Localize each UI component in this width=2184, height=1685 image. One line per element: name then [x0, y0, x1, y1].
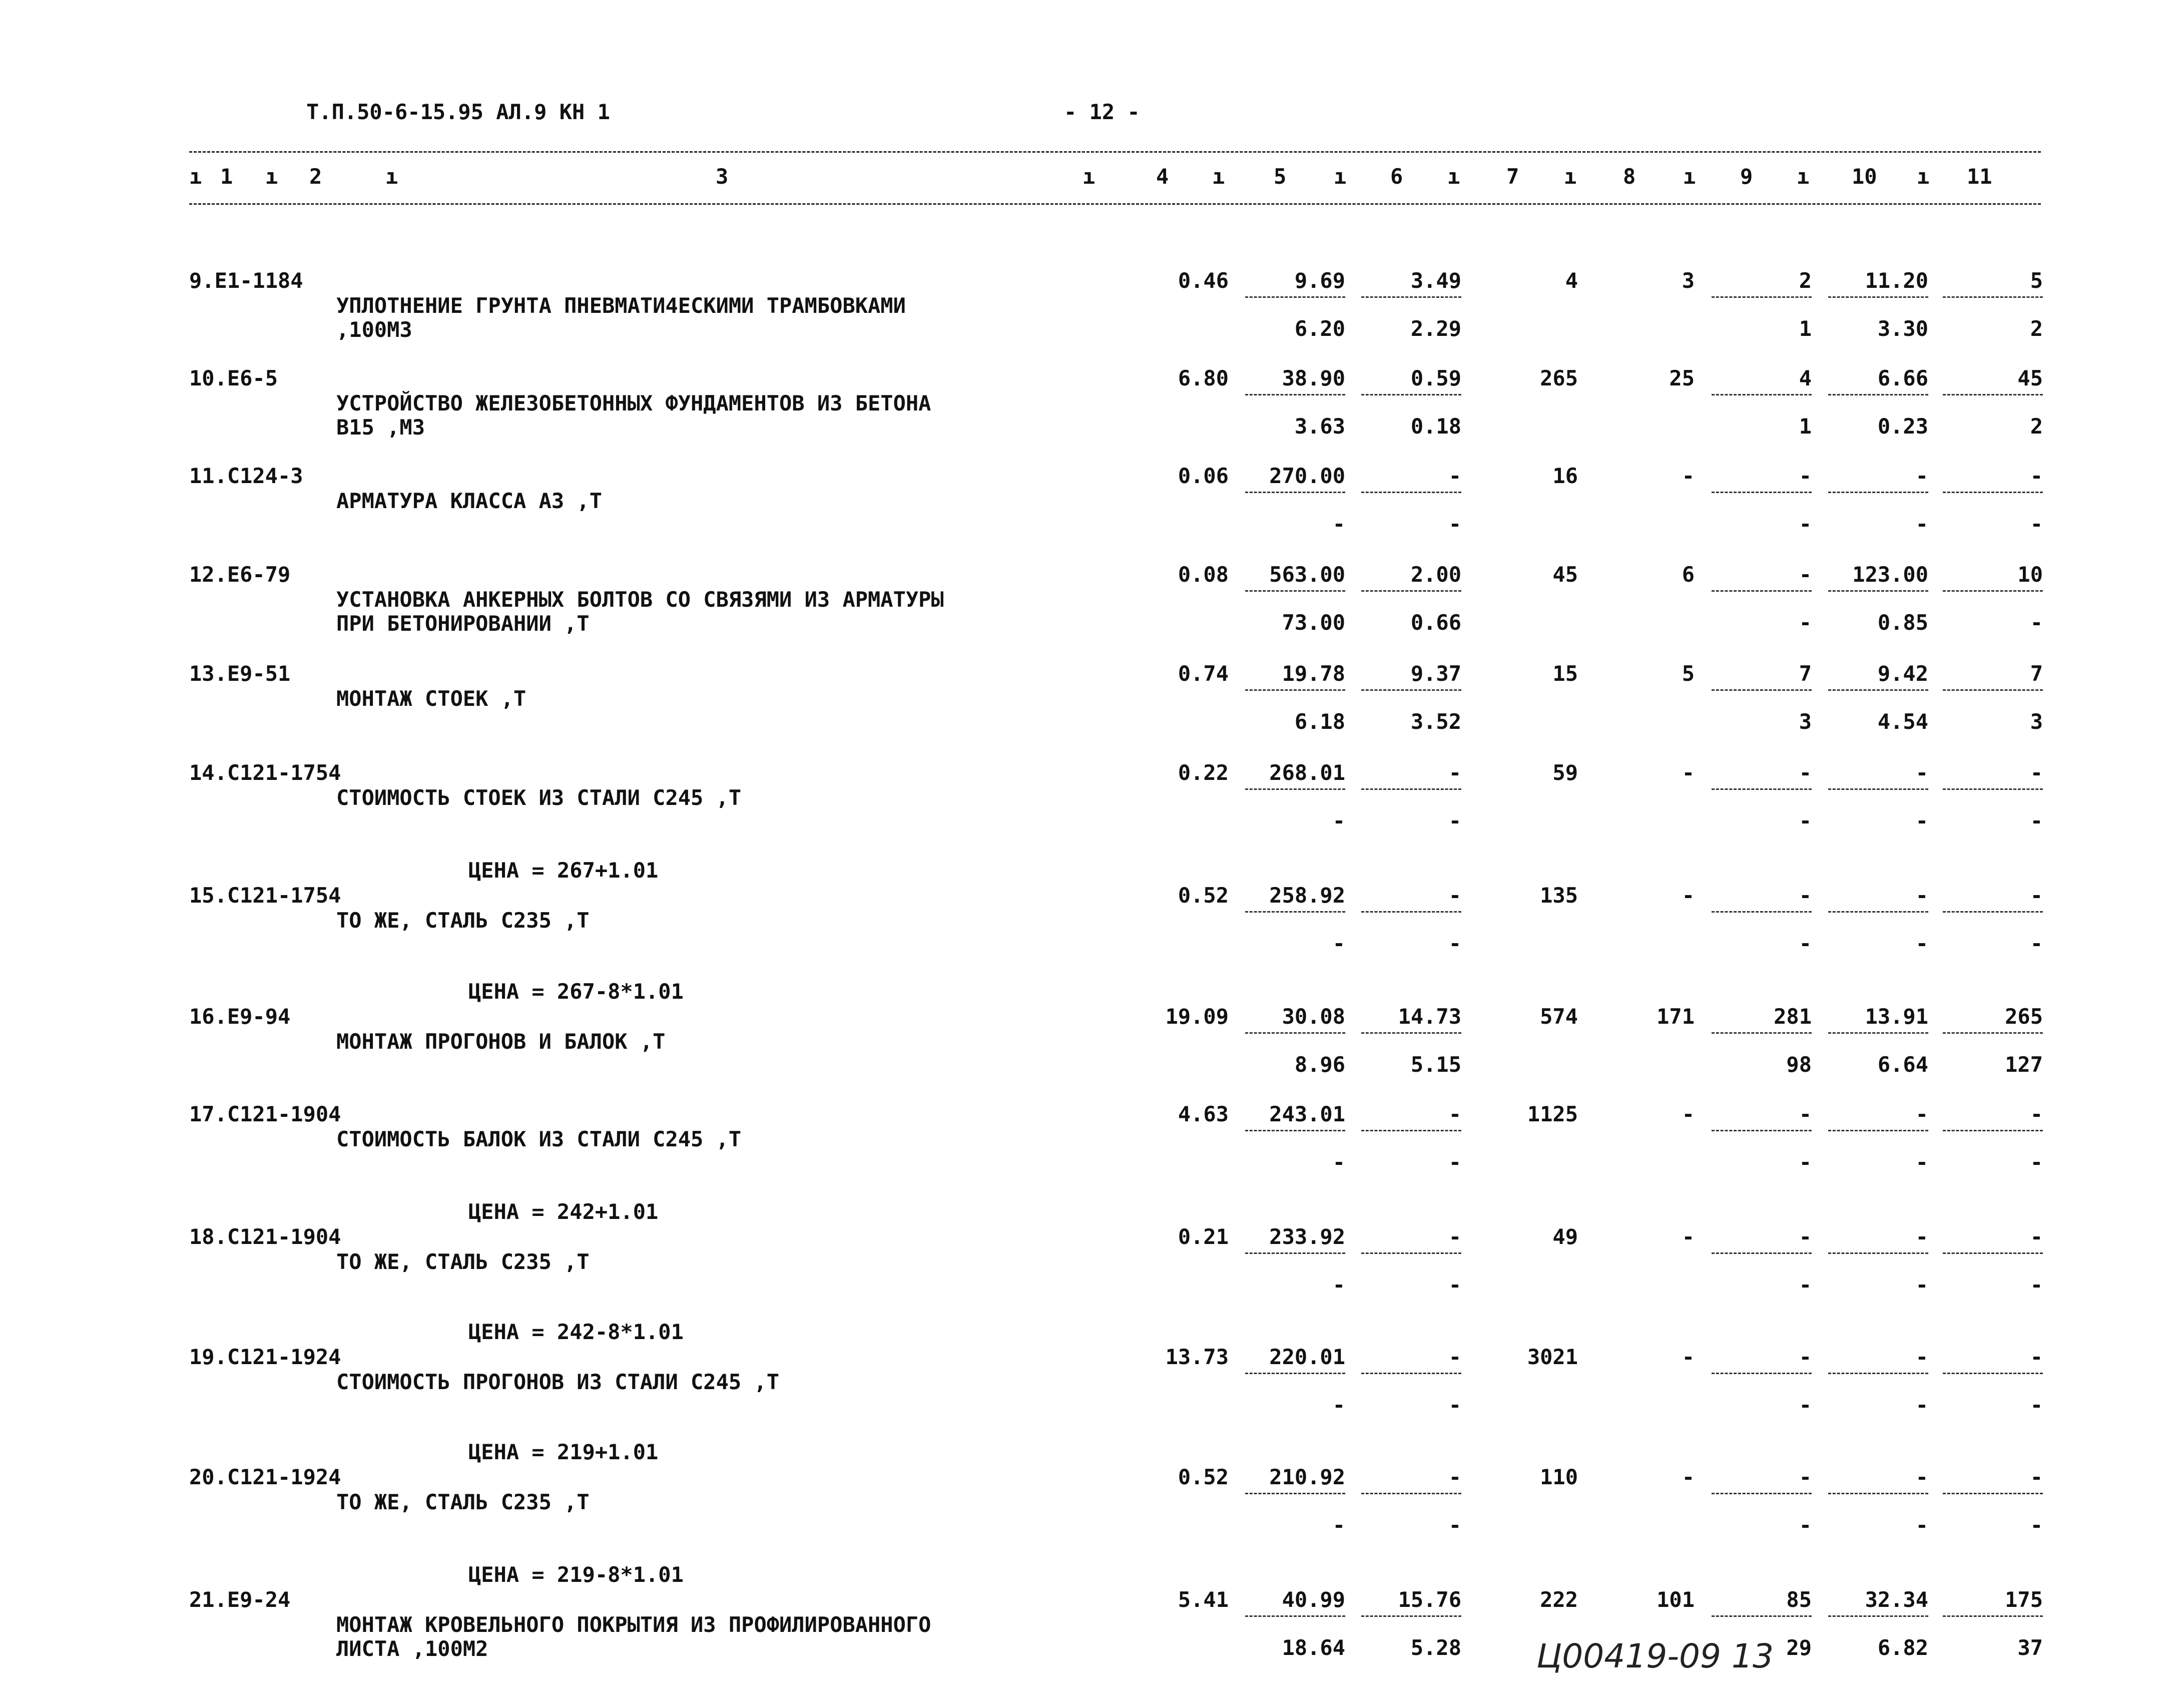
cell-col-8: - [1682, 1102, 1695, 1126]
cell-col-5-top: 270.00 [1269, 464, 1345, 488]
cell-col-6-top: 3.49 [1410, 268, 1461, 293]
cell-col-9-bottom: 3 [1799, 709, 1812, 734]
row-description: ЛИСТА ,100М2 [336, 1636, 488, 1661]
cell-col-6-top: - [1448, 760, 1461, 785]
cell-col-10-top: - [1915, 1465, 1928, 1489]
cell-col-5-bottom: 3.63 [1294, 414, 1345, 439]
column-separator: ı [1917, 164, 1930, 189]
doc-ref: Т.П.50-6-15.95 АЛ.9 КН 1 [306, 100, 610, 124]
cell-col-11-top: - [2030, 464, 2043, 488]
cell-divider [1245, 788, 1345, 790]
cell-col-9-top: 85 [1786, 1587, 1812, 1612]
header-rule-bottom [189, 203, 2041, 205]
row-description: ПРИ БЕТОНИРОВАНИИ ,Т [336, 611, 590, 636]
cell-col-9-bottom: - [1799, 1150, 1812, 1174]
cell-col-4: 5.41 [1178, 1587, 1229, 1612]
cell-divider [1361, 296, 1461, 298]
cell-col-6-bottom: - [1448, 1393, 1461, 1417]
cell-col-10-bottom: 6.64 [1877, 1052, 1928, 1077]
price-formula: ЦЕНА = 267-8*1.01 [468, 979, 684, 1004]
cell-col-11-top: - [2030, 760, 2043, 785]
cell-col-7: 45 [1552, 562, 1578, 587]
cell-col-8: 3 [1682, 268, 1695, 293]
cell-col-6-bottom: - [1448, 808, 1461, 833]
cell-col-9-top: 7 [1799, 661, 1812, 686]
column-header-11: 11 [1967, 164, 1992, 189]
cell-col-11-top: - [2030, 1102, 2043, 1126]
cell-col-11-bottom: - [2030, 1513, 2043, 1537]
cell-divider [1245, 911, 1345, 913]
cell-col-9-top: - [1799, 760, 1812, 785]
cell-col-5-top: 220.01 [1269, 1345, 1345, 1369]
header-rule-top [189, 151, 2041, 153]
cell-divider [1361, 788, 1461, 790]
cell-col-5-bottom: - [1332, 931, 1345, 956]
cell-col-5-top: 9.69 [1294, 268, 1345, 293]
cell-col-4: 4.63 [1178, 1102, 1229, 1126]
handwritten-stamp: Ц00419-09 13 [1536, 1637, 1774, 1675]
cell-col-9-bottom: - [1799, 808, 1812, 833]
cell-divider [1712, 1032, 1812, 1034]
cell-divider [1943, 689, 2043, 691]
column-separator: ı [1564, 164, 1577, 189]
cell-divider [1712, 590, 1812, 592]
cell-col-10-top: 6.66 [1877, 366, 1928, 390]
cell-col-5-bottom: - [1332, 1513, 1345, 1537]
row-code: 15.С121-1754 [189, 883, 341, 908]
row-code: 10.Е6-5 [189, 366, 278, 390]
cell-divider [1712, 1252, 1812, 1254]
cell-col-6-bottom: 5.15 [1410, 1052, 1461, 1077]
row-description: УПЛОТНЕНИЕ ГРУНТА ПНЕВМАТИ4ЕСКИМИ ТРАМБОВКАМИ [336, 293, 906, 318]
cell-col-4: 0.22 [1178, 760, 1229, 785]
cell-col-11-bottom: 2 [2030, 414, 2043, 439]
cell-col-4: 0.74 [1178, 661, 1229, 686]
cell-col-9-bottom: 98 [1786, 1052, 1812, 1077]
cell-col-9-bottom: - [1799, 1393, 1812, 1417]
cell-col-11-top: 7 [2030, 661, 2043, 686]
cell-col-9-top: - [1799, 883, 1812, 908]
page-number: - 12 - [1064, 100, 1140, 124]
cell-divider [1361, 492, 1461, 493]
cell-divider [1943, 1130, 2043, 1131]
cell-col-10-bottom: - [1915, 808, 1928, 833]
cell-divider [1245, 1373, 1345, 1374]
cell-divider [1943, 590, 2043, 592]
cell-col-10-bottom: 0.85 [1877, 610, 1928, 635]
cell-col-11-top: - [2030, 1224, 2043, 1249]
cell-col-6-top: 2.00 [1410, 562, 1461, 587]
cell-divider [1361, 1032, 1461, 1034]
cell-col-10-top: - [1915, 464, 1928, 488]
column-header-3: 3 [716, 164, 729, 189]
cell-col-9-bottom: 29 [1786, 1635, 1812, 1660]
cell-divider [1943, 911, 2043, 913]
cell-col-9-top: - [1799, 464, 1812, 488]
cell-col-10-top: 123.00 [1852, 562, 1928, 587]
cell-col-10-bottom: - [1915, 1150, 1928, 1174]
cell-divider [1361, 911, 1461, 913]
cell-divider [1712, 1130, 1812, 1131]
cell-divider [1943, 1032, 2043, 1034]
row-code: 21.Е9-24 [189, 1587, 291, 1612]
cell-divider [1943, 1615, 2043, 1617]
column-separator: ı [1683, 164, 1696, 189]
cell-col-10-bottom: - [1915, 1513, 1928, 1537]
cell-divider [1712, 788, 1812, 790]
cell-divider [1828, 1493, 1928, 1494]
cell-col-8: - [1682, 760, 1695, 785]
cell-col-9-top: - [1799, 1224, 1812, 1249]
cell-divider [1361, 1130, 1461, 1131]
row-code: 17.С121-1904 [189, 1102, 341, 1126]
row-code: 12.Е6-79 [189, 562, 291, 587]
column-header-9: 9 [1740, 164, 1753, 189]
cell-col-6-top: 0.59 [1410, 366, 1461, 390]
cell-col-10-top: - [1915, 1224, 1928, 1249]
cell-col-5-bottom: 6.18 [1294, 709, 1345, 734]
cell-col-9-bottom: 1 [1799, 414, 1812, 439]
price-formula: ЦЕНА = 219-8*1.01 [468, 1562, 684, 1587]
cell-col-8: - [1682, 1345, 1695, 1369]
row-description: СТОИМОСТЬ СТОЕК ИЗ СТАЛИ С245 ,Т [336, 785, 742, 810]
cell-col-8: 6 [1682, 562, 1695, 587]
cell-col-7: 574 [1540, 1004, 1578, 1029]
cell-divider [1828, 394, 1928, 395]
cell-divider [1943, 1493, 2043, 1494]
cell-divider [1245, 590, 1345, 592]
cell-col-4: 0.21 [1178, 1224, 1229, 1249]
cell-col-11-bottom: - [2030, 1393, 2043, 1417]
cell-divider [1712, 689, 1812, 691]
cell-divider [1828, 1615, 1928, 1617]
cell-col-4: 0.46 [1178, 268, 1229, 293]
cell-col-4: 19.09 [1165, 1004, 1229, 1029]
cell-divider [1828, 296, 1928, 298]
cell-col-5-bottom: - [1332, 1273, 1345, 1297]
cell-divider [1828, 1252, 1928, 1254]
cell-divider [1828, 1373, 1928, 1374]
cell-divider [1245, 1032, 1345, 1034]
cell-col-6-top: - [1448, 1465, 1461, 1489]
cell-divider [1943, 1373, 2043, 1374]
cell-col-11-bottom: 2 [2030, 316, 2043, 341]
column-header-10: 10 [1852, 164, 1877, 189]
row-description: УСТРОЙСТВО ЖЕЛЕЗОБЕТОННЫХ ФУНДАМЕНТОВ ИЗ БЕТОНА [336, 391, 931, 415]
cell-col-9-top: 4 [1799, 366, 1812, 390]
cell-col-4: 0.08 [1178, 562, 1229, 587]
cell-col-7: 110 [1540, 1465, 1578, 1489]
cell-col-9-bottom: 1 [1799, 316, 1812, 341]
cell-divider [1943, 492, 2043, 493]
cell-col-7: 222 [1540, 1587, 1578, 1612]
cell-col-8: 5 [1682, 661, 1695, 686]
cell-col-11-bottom: 127 [2005, 1052, 2043, 1077]
cell-col-10-top: 13.91 [1865, 1004, 1928, 1029]
column-separator: ı [189, 164, 202, 189]
cell-col-7: 16 [1552, 464, 1578, 488]
cell-col-9-top: 2 [1799, 268, 1812, 293]
cell-col-9-top: - [1799, 562, 1812, 587]
cell-divider [1245, 689, 1345, 691]
cell-col-7: 135 [1540, 883, 1578, 908]
cell-col-4: 0.52 [1178, 883, 1229, 908]
cell-divider [1245, 296, 1345, 298]
cell-col-11-top: 265 [2005, 1004, 2043, 1029]
cell-col-10-bottom: 3.30 [1877, 316, 1928, 341]
cell-col-9-bottom: - [1799, 931, 1812, 956]
cell-col-11-top: - [2030, 1345, 2043, 1369]
price-formula: ЦЕНА = 242+1.01 [468, 1199, 659, 1224]
cell-col-8: - [1682, 1465, 1695, 1489]
cell-col-6-bottom: - [1448, 931, 1461, 956]
cell-col-5-bottom: 18.64 [1282, 1635, 1345, 1660]
column-header-7: 7 [1506, 164, 1519, 189]
row-description: СТОИМОСТЬ ПРОГОНОВ ИЗ СТАЛИ С245 ,Т [336, 1370, 780, 1394]
column-header-1: 1 [220, 164, 233, 189]
cell-col-6-top: - [1448, 1224, 1461, 1249]
column-header-5: 5 [1274, 164, 1287, 189]
cell-col-6-top: - [1448, 464, 1461, 488]
cell-divider [1828, 689, 1928, 691]
cell-col-9-bottom: - [1799, 610, 1812, 635]
cell-divider [1361, 1493, 1461, 1494]
cell-col-11-top: 5 [2030, 268, 2043, 293]
cell-col-5-top: 40.99 [1282, 1587, 1345, 1612]
cell-col-6-top: 15.76 [1398, 1587, 1461, 1612]
cell-col-6-bottom: 0.66 [1410, 610, 1461, 635]
row-description: СТОИМОСТЬ БАЛОК ИЗ СТАЛИ С245 ,Т [336, 1127, 742, 1151]
column-separator: ı [1797, 164, 1810, 189]
cell-col-5-bottom: - [1332, 808, 1345, 833]
cell-divider [1828, 492, 1928, 493]
cell-col-6-bottom: 2.29 [1410, 316, 1461, 341]
cell-col-5-top: 19.78 [1282, 661, 1345, 686]
cell-col-6-top: 9.37 [1410, 661, 1461, 686]
cell-col-6-bottom: - [1448, 512, 1461, 536]
cell-divider [1361, 1373, 1461, 1374]
cell-col-10-bottom: - [1915, 931, 1928, 956]
cell-col-5-top: 233.92 [1269, 1224, 1345, 1249]
cell-col-11-bottom: 37 [2017, 1635, 2043, 1660]
row-code: 18.С121-1904 [189, 1224, 341, 1249]
cell-divider [1245, 1130, 1345, 1131]
row-code: 11.С124-3 [189, 464, 303, 488]
cell-col-10-top: - [1915, 1102, 1928, 1126]
price-formula: ЦЕНА = 242-8*1.01 [468, 1320, 684, 1344]
row-description: МОНТАЖ КРОВЕЛЬНОГО ПОКРЫТИЯ ИЗ ПРОФИЛИРОВАННОГО [336, 1612, 931, 1637]
row-code: 9.Е1-1184 [189, 268, 303, 293]
cell-col-6-bottom: - [1448, 1273, 1461, 1297]
cell-divider [1712, 1615, 1812, 1617]
cell-col-5-bottom: - [1332, 1150, 1345, 1174]
row-code: 19.С121-1924 [189, 1345, 341, 1369]
cell-divider [1245, 394, 1345, 395]
cell-col-4: 0.06 [1178, 464, 1229, 488]
cell-col-11-bottom: - [2030, 1273, 2043, 1297]
cell-col-10-top: 11.20 [1865, 268, 1928, 293]
cell-divider [1712, 1373, 1812, 1374]
cell-col-10-top: - [1915, 760, 1928, 785]
cell-col-6-top: 14.73 [1398, 1004, 1461, 1029]
cell-col-6-bottom: 5.28 [1410, 1635, 1461, 1660]
row-description: ТО ЖЕ, СТАЛЬ С235 ,Т [336, 1249, 590, 1274]
cell-divider [1361, 394, 1461, 395]
cell-col-5-bottom: 8.96 [1294, 1052, 1345, 1077]
row-description: В15 ,М3 [336, 415, 425, 440]
cell-col-11-top: 10 [2017, 562, 2043, 587]
cell-col-6-bottom: - [1448, 1150, 1461, 1174]
cell-divider [1712, 492, 1812, 493]
cell-col-10-bottom: 0.23 [1877, 414, 1928, 439]
cell-col-5-top: 268.01 [1269, 760, 1345, 785]
cell-col-11-bottom: - [2030, 808, 2043, 833]
cell-col-6-bottom: - [1448, 1513, 1461, 1537]
column-header-2: 2 [309, 164, 322, 189]
column-separator: ı [1447, 164, 1460, 189]
price-formula: ЦЕНА = 267+1.01 [468, 858, 659, 883]
cell-col-6-top: - [1448, 1102, 1461, 1126]
cell-divider [1943, 394, 2043, 395]
cell-divider [1828, 590, 1928, 592]
cell-col-8: 101 [1657, 1587, 1695, 1612]
column-header-4: 4 [1156, 164, 1169, 189]
cell-col-9-top: - [1799, 1102, 1812, 1126]
row-code: 20.С121-1924 [189, 1465, 341, 1489]
cell-col-11-top: 45 [2017, 366, 2043, 390]
cell-col-6-top: - [1448, 883, 1461, 908]
column-separator: ı [1212, 164, 1225, 189]
cell-col-8: 171 [1657, 1004, 1695, 1029]
cell-col-11-bottom: - [2030, 931, 2043, 956]
cell-col-5-top: 258.92 [1269, 883, 1345, 908]
row-code: 13.Е9-51 [189, 661, 291, 686]
cell-col-5-top: 210.92 [1269, 1465, 1345, 1489]
cell-col-7: 3021 [1527, 1345, 1578, 1369]
cell-col-9-bottom: - [1799, 1513, 1812, 1537]
cell-col-11-bottom: - [2030, 512, 2043, 536]
cell-col-11-bottom: - [2030, 1150, 2043, 1174]
cell-col-10-bottom: 4.54 [1877, 709, 1928, 734]
cell-col-4: 13.73 [1165, 1345, 1229, 1369]
cell-divider [1712, 394, 1812, 395]
cell-col-6-top: - [1448, 1345, 1461, 1369]
cell-divider [1245, 1493, 1345, 1494]
cell-col-5-bottom: 6.20 [1294, 316, 1345, 341]
cell-divider [1943, 296, 2043, 298]
cell-col-10-top: 9.42 [1877, 661, 1928, 686]
row-description: МОНТАЖ СТОЕК ,Т [336, 686, 526, 711]
cell-divider [1712, 911, 1812, 913]
row-description: МОНТАЖ ПРОГОНОВ И БАЛОК ,Т [336, 1029, 666, 1054]
cell-col-10-top: 32.34 [1865, 1587, 1928, 1612]
cell-divider [1361, 689, 1461, 691]
cell-col-4: 0.52 [1178, 1465, 1229, 1489]
row-description: ,100М3 [336, 317, 412, 342]
cell-col-10-bottom: 6.82 [1877, 1635, 1928, 1660]
cell-col-10-bottom: - [1915, 512, 1928, 536]
cell-col-7: 265 [1540, 366, 1578, 390]
cell-col-9-top: - [1799, 1345, 1812, 1369]
cell-divider [1828, 1130, 1928, 1131]
column-separator: ı [385, 164, 398, 189]
cell-col-6-bottom: 0.18 [1410, 414, 1461, 439]
cell-divider [1828, 911, 1928, 913]
cell-col-11-bottom: 3 [2030, 709, 2043, 734]
cell-col-7: 4 [1565, 268, 1578, 293]
cell-col-5-bottom: 73.00 [1282, 610, 1345, 635]
cell-col-9-bottom: - [1799, 512, 1812, 536]
cell-divider [1943, 788, 2043, 790]
row-description: АРМАТУРА КЛАССА А3 ,Т [336, 489, 603, 513]
cell-col-11-bottom: - [2030, 610, 2043, 635]
row-description: ТО ЖЕ, СТАЛЬ С235 ,Т [336, 1490, 590, 1514]
cell-col-5-top: 38.90 [1282, 366, 1345, 390]
cell-col-7: 1125 [1527, 1102, 1578, 1126]
column-header-6: 6 [1390, 164, 1403, 189]
cell-divider [1361, 590, 1461, 592]
cell-col-8: - [1682, 1224, 1695, 1249]
cell-divider [1828, 1032, 1928, 1034]
cell-col-9-bottom: - [1799, 1273, 1812, 1297]
cell-divider [1245, 1252, 1345, 1254]
cell-divider [1245, 1615, 1345, 1617]
cell-col-8: - [1682, 464, 1695, 488]
price-formula: ЦЕНА = 219+1.01 [468, 1440, 659, 1464]
cell-col-5-top: 30.08 [1282, 1004, 1345, 1029]
row-code: 16.Е9-94 [189, 1004, 291, 1029]
cell-col-10-bottom: - [1915, 1273, 1928, 1297]
cell-col-11-top: - [2030, 883, 2043, 908]
cell-col-8: 25 [1669, 366, 1695, 390]
cell-col-6-bottom: 3.52 [1410, 709, 1461, 734]
cell-divider [1712, 1493, 1812, 1494]
cell-col-5-bottom: - [1332, 1393, 1345, 1417]
cell-col-11-top: 175 [2005, 1587, 2043, 1612]
cell-col-5-bottom: - [1332, 512, 1345, 536]
cell-col-7: 49 [1552, 1224, 1578, 1249]
cell-divider [1361, 1252, 1461, 1254]
row-description: УСТАНОВКА АНКЕРНЫХ БОЛТОВ СО СВЯЗЯМИ ИЗ АРМАТУРЫ [336, 587, 944, 612]
cell-col-9-top: - [1799, 1465, 1812, 1489]
cell-col-9-top: 281 [1774, 1004, 1812, 1029]
cell-divider [1943, 1252, 2043, 1254]
column-header-8: 8 [1623, 164, 1636, 189]
cell-col-5-top: 243.01 [1269, 1102, 1345, 1126]
row-code: 14.С121-1754 [189, 760, 341, 785]
cell-col-10-top: - [1915, 883, 1928, 908]
row-description: ТО ЖЕ, СТАЛЬ С235 ,Т [336, 908, 590, 933]
cell-col-5-top: 563.00 [1269, 562, 1345, 587]
column-separator: ı [1334, 164, 1347, 189]
cell-divider [1828, 788, 1928, 790]
cell-col-8: - [1682, 883, 1695, 908]
cell-col-10-top: - [1915, 1345, 1928, 1369]
cell-divider [1361, 1615, 1461, 1617]
column-separator: ı [265, 164, 278, 189]
cell-col-4: 6.80 [1178, 366, 1229, 390]
cell-col-11-top: - [2030, 1465, 2043, 1489]
cell-col-7: 15 [1552, 661, 1578, 686]
cell-col-7: 59 [1552, 760, 1578, 785]
cell-divider [1712, 296, 1812, 298]
cell-divider [1245, 492, 1345, 493]
column-separator: ı [1082, 164, 1096, 189]
cell-col-10-bottom: - [1915, 1393, 1928, 1417]
